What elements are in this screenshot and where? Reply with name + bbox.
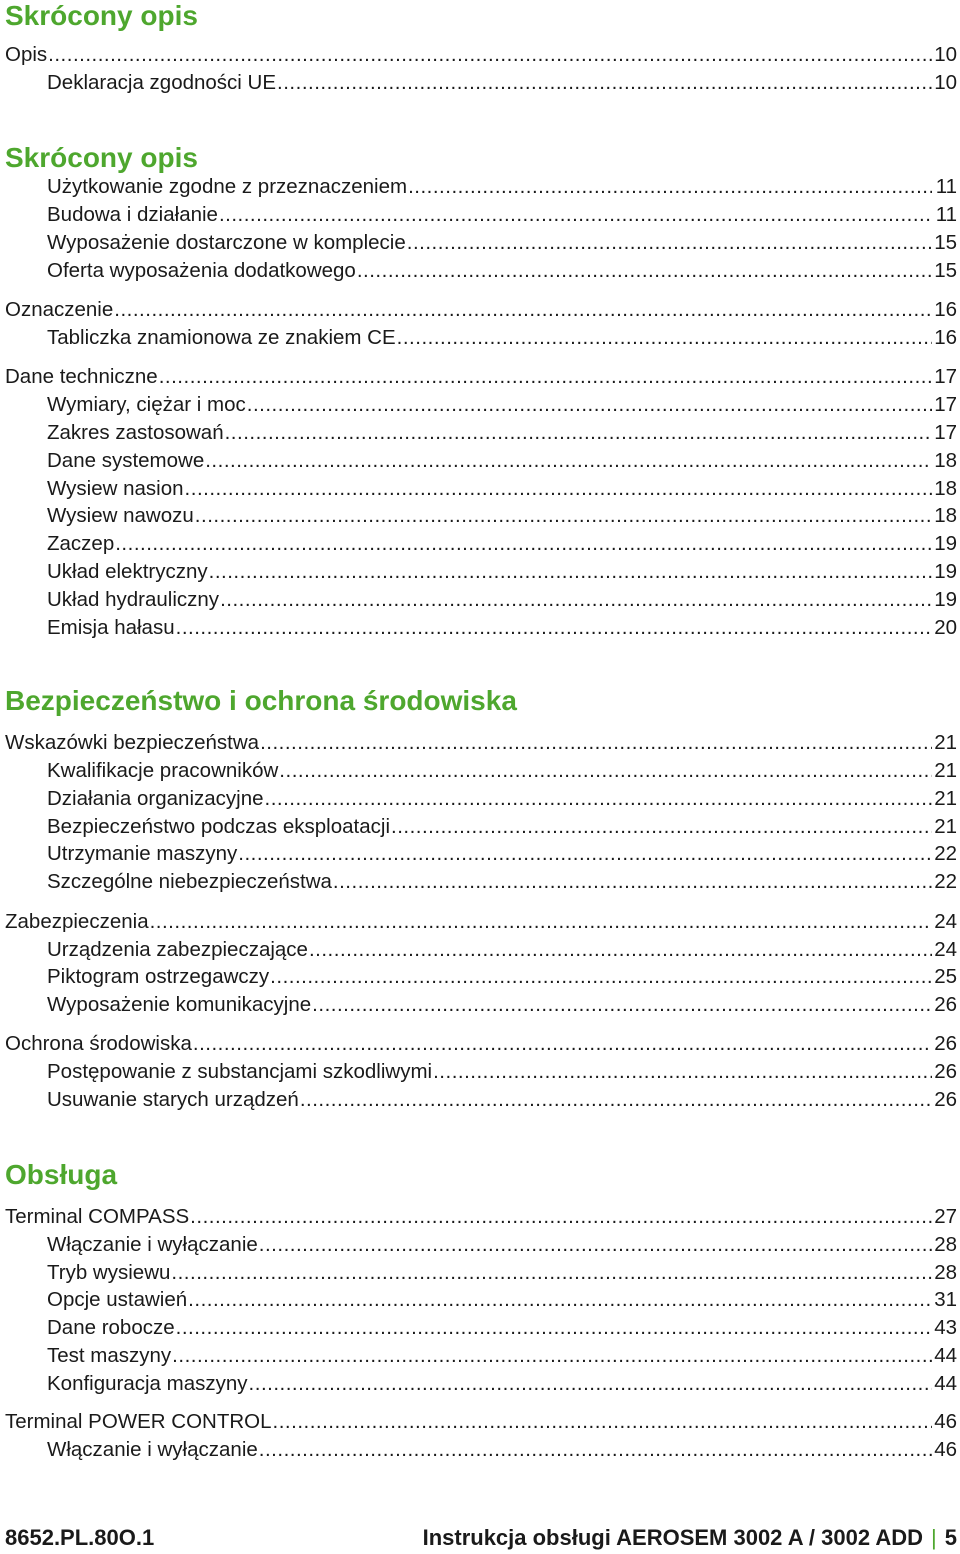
dot-leader — [209, 558, 932, 586]
toc-entry-label: Budowa i działanie — [47, 203, 218, 226]
toc-entry[interactable] — [47, 229, 957, 257]
toc-entry-page: 28 — [934, 1233, 957, 1256]
toc-entry[interactable] — [5, 1203, 957, 1231]
toc-entry-page: 16 — [934, 298, 957, 321]
toc-entry[interactable] — [47, 1436, 957, 1464]
toc-entry[interactable] — [47, 586, 957, 614]
toc-entry-label: Wysiew nasion — [47, 477, 184, 500]
toc-entry-label: Wysiew nawozu — [47, 504, 194, 527]
toc-entry[interactable] — [5, 363, 957, 391]
dot-leader — [193, 1030, 932, 1058]
dot-leader — [172, 1342, 932, 1370]
toc-entry-page: 24 — [934, 910, 957, 933]
footer-separator: | — [931, 1525, 937, 1550]
toc-entry-label: Szczególne niebezpieczeństwa — [47, 870, 332, 893]
toc-entry[interactable] — [47, 1058, 957, 1086]
toc-entry[interactable] — [47, 813, 957, 841]
toc-entry-page: 26 — [934, 1060, 957, 1083]
toc-entry[interactable] — [47, 840, 957, 868]
toc-entry[interactable] — [5, 1030, 957, 1058]
dot-leader — [205, 447, 932, 475]
toc-entry[interactable] — [5, 729, 957, 757]
toc-entry-page: 26 — [934, 1088, 957, 1111]
toc-entry-label: Usuwanie starych urządzeń — [47, 1088, 299, 1111]
toc-entry[interactable] — [47, 868, 957, 896]
dot-leader — [176, 1314, 932, 1342]
dot-leader — [397, 324, 932, 352]
toc-entry-label: Układ hydrauliczny — [47, 588, 220, 611]
toc-entry-page: 44 — [934, 1372, 957, 1395]
toc-entry-label: Układ elektryczny — [47, 560, 208, 583]
toc-entry-page: 25 — [934, 965, 957, 988]
toc-entry-label: Urządzenia zabezpieczające — [47, 938, 308, 961]
dot-leader — [273, 1408, 932, 1436]
toc-entry-page: 16 — [934, 326, 957, 349]
toc-entry-page: 19 — [934, 560, 957, 583]
toc-entry-label: Oznaczenie — [5, 298, 114, 321]
dot-leader — [159, 363, 932, 391]
dot-leader — [238, 840, 932, 868]
toc-entry-label: Wyposażenie komunikacyjne — [47, 993, 312, 1016]
toc-entry-label: Użytkowanie zgodne z przeznaczeniem — [47, 175, 408, 198]
toc-entry[interactable] — [47, 1342, 957, 1370]
toc-entry-label: Oferta wyposażenia dodatkowego — [47, 259, 356, 282]
toc-entry[interactable] — [47, 419, 957, 447]
toc-entry[interactable] — [47, 173, 957, 201]
section-heading: Skrócony opis — [5, 0, 198, 31]
toc-entry-label: Bezpieczeństwo podczas eksploatacji — [47, 815, 390, 838]
section-heading: Skrócony opis — [5, 142, 198, 173]
toc-entry[interactable] — [47, 447, 957, 475]
toc-entry-label: Wskazówki bezpieczeństwa — [5, 731, 260, 754]
toc-entry-page: 15 — [934, 231, 957, 254]
toc-entry-page: 26 — [934, 993, 957, 1016]
dot-leader — [48, 41, 932, 69]
dot-leader — [408, 173, 932, 201]
toc-entry-page: 28 — [934, 1261, 957, 1284]
dot-leader — [391, 813, 932, 841]
toc-entry[interactable] — [47, 614, 957, 642]
toc-entry-label: Terminal COMPASS — [5, 1205, 190, 1228]
dot-leader — [279, 757, 932, 785]
dot-leader — [247, 391, 932, 419]
toc-entry-page: 10 — [934, 43, 957, 66]
dot-leader — [333, 868, 932, 896]
dot-leader — [260, 729, 932, 757]
toc-entry-label: Wyposażenie dostarczone w komplecie — [47, 231, 406, 254]
toc-entry[interactable] — [47, 502, 957, 530]
toc-entry-page: 11 — [935, 203, 957, 226]
toc-entry-page: 18 — [934, 504, 957, 527]
toc-entry[interactable] — [47, 1314, 957, 1342]
toc-entry-page: 21 — [934, 815, 957, 838]
toc-entry[interactable] — [47, 757, 957, 785]
toc-entry-page: 21 — [934, 787, 957, 810]
toc-entry-page: 31 — [934, 1288, 957, 1311]
toc-entry[interactable] — [47, 475, 957, 503]
toc-entry[interactable] — [47, 324, 957, 352]
dot-leader — [114, 296, 932, 324]
toc-entry[interactable] — [47, 963, 957, 991]
toc-entry-label: Piktogram ostrzegawczy — [47, 965, 270, 988]
toc-entry[interactable] — [5, 296, 957, 324]
toc-entry-label: Ochrona środowiska — [5, 1032, 192, 1055]
dot-leader — [277, 69, 932, 97]
toc-entry-page: 24 — [934, 938, 957, 961]
toc-entry-label: Utrzymanie maszyny — [47, 842, 238, 865]
toc-entry[interactable] — [5, 1408, 957, 1436]
document-code: 8652.PL.80O.1 — [5, 1525, 155, 1550]
toc-entry-page: 19 — [934, 588, 957, 611]
toc-entry-label: Opis — [5, 43, 48, 66]
dot-leader — [270, 963, 932, 991]
toc-entry-page: 43 — [934, 1316, 957, 1339]
toc-entry-label: Emisja hałasu — [47, 616, 175, 639]
dot-leader — [185, 475, 932, 503]
toc-entry-page: 27 — [934, 1205, 957, 1228]
toc-entry-page: 21 — [934, 731, 957, 754]
dot-leader — [249, 1370, 932, 1398]
toc-entry-label: Tabliczka znamionowa ze znakiem CE — [47, 326, 396, 349]
toc-entry-label: Postępowanie z substancjami szkodliwymi — [47, 1060, 433, 1083]
dot-leader — [309, 936, 932, 964]
dot-leader — [259, 1436, 932, 1464]
toc-entry-page: 46 — [934, 1410, 957, 1433]
toc-entry-label: Deklaracja zgodności UE — [47, 71, 277, 94]
dot-leader — [195, 502, 932, 530]
toc-entry[interactable] — [47, 257, 957, 285]
toc-entry-label: Zabezpieczenia — [5, 910, 149, 933]
toc-entry-label: Dane techniczne — [5, 365, 158, 388]
toc-entry-label: Zakres zastosowań — [47, 421, 224, 444]
toc-entry-label: Dane robocze — [47, 1316, 175, 1339]
toc-entry[interactable] — [47, 1259, 957, 1287]
toc-entry[interactable] — [47, 201, 957, 229]
section-heading: Obsługa — [5, 1159, 118, 1190]
toc-entry-label: Test maszyny — [47, 1344, 172, 1367]
toc-entry[interactable] — [47, 1231, 957, 1259]
toc-entry-label: Terminal POWER CONTROL — [5, 1410, 272, 1433]
toc-entry-page: 44 — [934, 1344, 957, 1367]
toc-entry-page: 46 — [934, 1438, 957, 1461]
dot-leader — [265, 785, 932, 813]
page-number: 5 — [944, 1525, 957, 1550]
dot-leader — [171, 1259, 932, 1287]
toc-entry[interactable] — [47, 530, 957, 558]
toc-entry[interactable] — [47, 69, 957, 97]
dot-leader — [357, 257, 932, 285]
toc-entry-label: Kwalifikacje pracowników — [47, 759, 279, 782]
dot-leader — [433, 1058, 932, 1086]
dot-leader — [312, 991, 932, 1019]
toc-entry[interactable] — [47, 1086, 957, 1114]
toc-entry-label: Włączanie i wyłączanie — [47, 1438, 258, 1461]
toc-entry-page: 10 — [934, 71, 957, 94]
toc-entry[interactable] — [47, 558, 957, 586]
dot-leader — [300, 1086, 932, 1114]
toc-entry-page: 22 — [934, 842, 957, 865]
toc-entry[interactable] — [5, 908, 957, 936]
toc-entry-label: Opcje ustawień — [47, 1288, 188, 1311]
toc-entry-page: 17 — [934, 393, 957, 416]
section-heading: Bezpieczeństwo i ochrona środowiska — [5, 685, 517, 716]
toc-entry-page: 15 — [934, 259, 957, 282]
toc-entry[interactable] — [47, 391, 957, 419]
dot-leader — [188, 1286, 932, 1314]
toc-entry-page: 18 — [934, 477, 957, 500]
toc-entry[interactable] — [5, 41, 957, 69]
dot-leader — [150, 908, 932, 936]
toc-entry-page: 26 — [934, 1032, 957, 1055]
toc-entry[interactable] — [47, 785, 957, 813]
toc-entry-page: 19 — [934, 532, 957, 555]
dot-leader — [190, 1203, 932, 1231]
dot-leader — [407, 229, 932, 257]
dot-leader — [176, 614, 932, 642]
toc-entry-label: Włączanie i wyłączanie — [47, 1233, 258, 1256]
toc-entry[interactable] — [47, 991, 957, 1019]
toc-entry-page: 21 — [934, 759, 957, 782]
toc-entry-page: 18 — [934, 449, 957, 472]
manual-title: Instrukcja obsługi AEROSEM 3002 A / 3002 ADD — [422, 1525, 924, 1550]
toc-entry-page: 17 — [934, 421, 957, 444]
toc-entry-label: Zaczep — [47, 532, 115, 555]
toc-entry-label: Dane systemowe — [47, 449, 205, 472]
toc-entry[interactable] — [47, 1286, 957, 1314]
toc-entry-page: 20 — [934, 616, 957, 639]
page-footer — [5, 1522, 957, 1554]
dot-leader — [225, 419, 932, 447]
toc-entry-label: Tryb wysiewu — [47, 1261, 171, 1284]
toc-entry-label: Działania organizacyjne — [47, 787, 264, 810]
toc-entry-page: 11 — [935, 175, 957, 198]
dot-leader — [115, 530, 932, 558]
toc-entry[interactable] — [47, 1370, 957, 1398]
toc-entry-label: Wymiary, ciężar i moc — [47, 393, 246, 416]
dot-leader — [259, 1231, 932, 1259]
toc-entry[interactable] — [47, 936, 957, 964]
toc-entry-page: 17 — [934, 365, 957, 388]
toc-entry-label: Konfiguracja maszyny — [47, 1372, 248, 1395]
dot-leader — [219, 201, 932, 229]
toc-entry-page: 22 — [934, 870, 957, 893]
dot-leader — [220, 586, 932, 614]
